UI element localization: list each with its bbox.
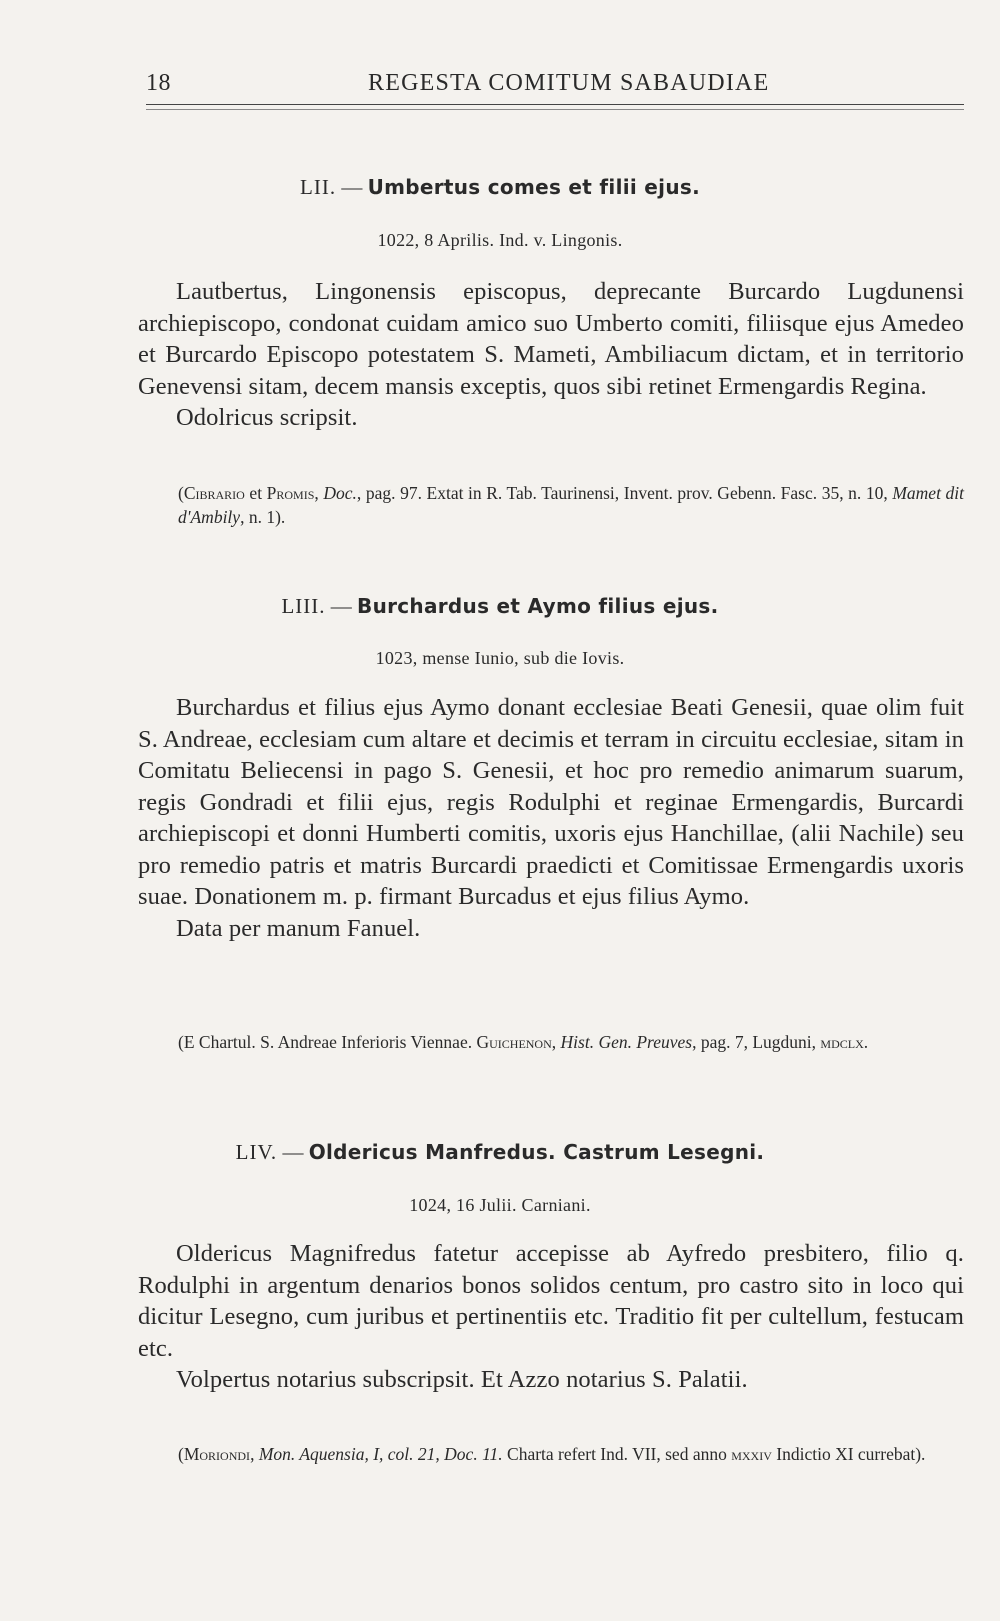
entry-title bbox=[0, 175, 1000, 200]
body-paragraph: Odolricus scripsit. bbox=[176, 404, 358, 431]
header-rule bbox=[146, 104, 964, 105]
entry-body bbox=[138, 1238, 964, 1396]
note-text: ( bbox=[178, 1444, 184, 1464]
note-year: mdclx bbox=[820, 1032, 864, 1052]
note-text: , pag. 7, Lugduni, bbox=[692, 1032, 821, 1052]
note-text: ( bbox=[178, 483, 184, 503]
note-text: , bbox=[314, 483, 324, 503]
body-paragraph: Burchardus et filius ejus Aymo donant ecclesiae Beati Genesii, quae olim fuit S. Andreae, ecclesiam cum altare et decimis et terram in circuitu ecclesiae, sitam in Comitatu Beliecensi in pago S. Genesii, et hoc pro remedio animarum suarum, regis Gondradi et filii ejus, regis Rodulphi et reginae Ermengardis, Burcardi archiepiscopi et donni Humberti comitis, uxoris ejus Hanchillae, (alii Nachile) seu pro remedio patris et matris Burcardi praedicti et Comitissae Ermengardis uxoris suae. Donationem m. p. firmant Burcadus et ejus filius Aymo. bbox=[138, 694, 964, 910]
note-work: Mamet dit d'Ambily bbox=[178, 483, 964, 527]
body-paragraph: Lautbertus, Lingonensis episcopus, deprecante Burcardo Lugdunensi archiepiscopo, condonat cuidam amico suo Umberto comiti, filiisque ejus Amedeo et Burcardo Episcopo potestatem S. Mameti, Ambiliacum dictam, et in territorio Genevensi sitam, decem mansis exceptis, quos sibi retinet Ermengardis Regina. bbox=[138, 278, 964, 400]
body-paragraph: Data per manum Fanuel. bbox=[176, 914, 421, 942]
body-paragraph: Volpertus notarius subscripsit. Et Azzo notarius S. Palatii. bbox=[176, 1366, 748, 1393]
entry-heading: Oldericus Manfredus. Castrum Lesegni. bbox=[308, 1140, 765, 1164]
note-author: Moriondi bbox=[183, 1444, 251, 1464]
entry-title bbox=[0, 594, 1000, 619]
entry-date: 1022, 8 Aprilis. Ind. v. Lingonis. bbox=[377, 230, 623, 250]
entry-dash: — bbox=[330, 594, 352, 618]
entry-heading: Umbertus comes et filii ejus. bbox=[367, 175, 700, 199]
note-text: (E Chartul. S. Andreae Inferioris Viennae. bbox=[178, 1032, 477, 1052]
entry-heading: Burchardus et Aymo filius ejus. bbox=[357, 594, 719, 618]
source-note bbox=[178, 1030, 964, 1054]
entry-body bbox=[138, 692, 964, 944]
note-work: Hist. Gen. Preuves bbox=[560, 1032, 693, 1052]
entry-date: 1024, 16 Julii. Carniani. bbox=[409, 1195, 591, 1215]
entry-number: LII. bbox=[300, 175, 337, 199]
entry-number: LIII. bbox=[281, 594, 326, 618]
entry-title bbox=[0, 1140, 1000, 1165]
entry-dash: — bbox=[341, 175, 363, 199]
page-header bbox=[146, 66, 964, 100]
entry-date: 1023, mense Iunio, sub die Iovis. bbox=[375, 648, 625, 668]
header-rule-thin bbox=[146, 109, 964, 110]
note-text: Charta refert Ind. VII, sed anno bbox=[502, 1444, 732, 1464]
entry-dash: — bbox=[282, 1140, 304, 1164]
entry-body bbox=[138, 276, 964, 434]
source-note bbox=[178, 1442, 964, 1466]
note-text: , n. 1). bbox=[240, 507, 286, 527]
note-text: , pag. 97. Extat in R. Tab. Taurinensi, Invent. prov. Gebenn. Fasc. 35, n. 10, bbox=[356, 483, 893, 503]
note-text: Indictio XI currebat). bbox=[771, 1444, 926, 1464]
note-work: Doc. bbox=[323, 483, 357, 503]
page-number: 18 bbox=[146, 70, 171, 96]
body-paragraph: Oldericus Magnifredus fatetur accepisse ab Ayfredo presbitero, filio q. Rodulphi in argentum denarios bonos solidos centum, pro castro sito in loco qui dicitur Lesegno, cum juribus et pertinentiis etc. Traditio fit per cultellum, festucam etc. bbox=[138, 1240, 964, 1362]
note-author: Cibrario bbox=[183, 483, 245, 503]
note-work: Mon. Aquensia, I, col. 21, Doc. 11. bbox=[258, 1444, 503, 1464]
running-title: REGESTA COMITUM SABAUDIAE bbox=[368, 70, 770, 96]
entry-number: LIV. bbox=[235, 1140, 278, 1164]
note-author: Guichenon bbox=[476, 1032, 552, 1052]
note-text: et bbox=[244, 483, 267, 503]
note-text: . bbox=[863, 1032, 869, 1052]
note-text: , bbox=[551, 1032, 561, 1052]
note-text: , bbox=[250, 1444, 259, 1464]
note-author: Promis bbox=[266, 483, 315, 503]
source-note bbox=[178, 481, 964, 529]
note-year: mxxiv bbox=[731, 1444, 772, 1464]
